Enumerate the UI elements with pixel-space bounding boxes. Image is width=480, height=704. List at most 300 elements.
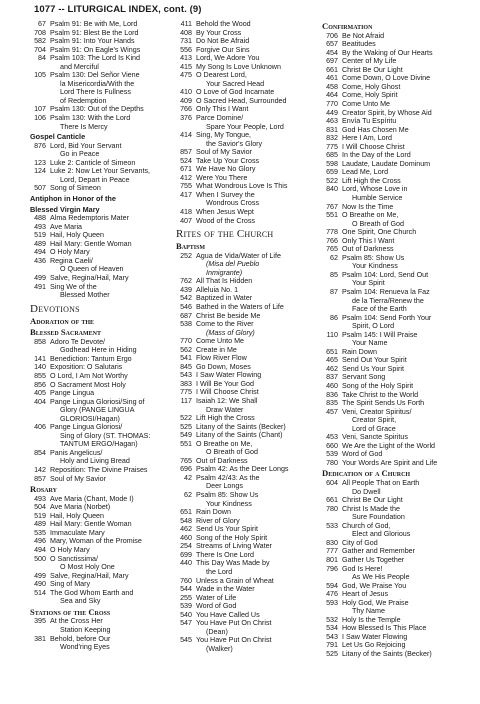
hymn-title: I Will Choose Christ xyxy=(342,142,405,151)
hymn-title: All That Is Hidden xyxy=(196,277,253,286)
hymn-number: 845 xyxy=(180,362,192,371)
index-entry xyxy=(30,555,168,572)
hymn-number: 524 xyxy=(180,156,192,165)
hymn-number: 775 xyxy=(326,142,338,151)
hymn-title-continued: There Is Mercy xyxy=(60,122,108,131)
index-column-2 xyxy=(176,20,314,653)
hymn-title: Take Up Your Cross xyxy=(196,156,260,165)
hymn-title: Send Out Your Spirit xyxy=(342,356,407,365)
hymn-number: 533 xyxy=(326,521,338,530)
index-entry xyxy=(322,650,460,659)
index-entry xyxy=(30,167,168,184)
hymn-title: Soul of My Savior xyxy=(196,148,252,157)
index-entry xyxy=(176,71,314,88)
hymn-title: Be Not Afraid xyxy=(342,31,385,40)
hymn-title-continued: the Lord xyxy=(206,567,233,576)
hymn-number: 499 xyxy=(34,571,46,580)
hymn-number: 406 xyxy=(34,423,46,432)
index-entry xyxy=(30,546,168,555)
index-entry xyxy=(30,20,168,29)
subsection-heading: Adoration of the xyxy=(30,315,95,326)
hymn-title: Psalm 42/43: As the xyxy=(196,473,260,482)
hymn-title: Let Us Go Rejoicing xyxy=(342,641,406,650)
index-entry xyxy=(30,537,168,546)
index-entry xyxy=(176,114,314,131)
hymn-number: 84 xyxy=(38,54,46,63)
hymn-number: 777 xyxy=(326,547,338,556)
hymn-title: O Dearest Lord, xyxy=(196,71,247,80)
hymn-number: 840 xyxy=(326,185,338,194)
hymn-title: Holy God, We Praise xyxy=(342,598,409,607)
hymn-number: 651 xyxy=(180,508,192,517)
index-entry xyxy=(176,423,314,432)
index-entry xyxy=(30,105,168,114)
hymn-number: 496 xyxy=(34,537,46,546)
hymn-title-continued: O Breath of God xyxy=(352,219,404,228)
hymn-title: Pange Lingua Gloriosi/Sing of xyxy=(50,397,145,406)
hymn-number: 858 xyxy=(34,337,46,346)
hymn-title: Gather and Remember xyxy=(342,547,416,556)
index-entry xyxy=(30,274,168,283)
index-entry xyxy=(322,245,460,254)
index-entry xyxy=(322,624,460,633)
index-entry xyxy=(322,459,460,468)
index-entry xyxy=(176,619,314,636)
hymn-number: 549 xyxy=(180,431,192,440)
index-entry xyxy=(322,237,460,246)
index-entry xyxy=(176,636,314,653)
hymn-title: Lord, Bid Your Servant xyxy=(50,141,122,150)
hymn-title: Christ Be Our Light xyxy=(342,496,403,505)
index-entry xyxy=(322,83,460,92)
hymn-number: 507 xyxy=(34,184,46,193)
hymn-title: You Have Called Us xyxy=(196,610,260,619)
index-entry xyxy=(30,503,168,512)
index-entry xyxy=(176,559,314,576)
hymn-title: Church of God, xyxy=(342,521,391,530)
index-entry xyxy=(322,160,460,169)
index-entry xyxy=(176,252,314,278)
index-entry xyxy=(176,525,314,534)
hymn-title: O Holy Mary xyxy=(50,546,90,554)
hymn-title: Baptized in Water xyxy=(196,294,253,303)
hymn-number: 660 xyxy=(326,441,338,450)
hymn-number: 778 xyxy=(326,228,338,237)
hymn-number: 548 xyxy=(180,516,192,525)
hymn-number: 519 xyxy=(34,511,46,520)
hymn-title-continued: (Dean) xyxy=(206,627,228,636)
index-entry xyxy=(322,32,460,41)
hymn-title: This Day Was Made by xyxy=(196,559,270,568)
hymn-number: 410 xyxy=(180,88,192,97)
hymn-title: Water of Life xyxy=(196,593,237,602)
index-entry xyxy=(322,616,460,625)
hymn-title: Christ Be beside Me xyxy=(196,311,261,320)
index-entry xyxy=(176,97,314,106)
hymn-title: Come Unto Me xyxy=(342,99,391,108)
hymn-title: Only This I Want xyxy=(342,236,395,245)
subsection-heading: Baptism xyxy=(176,241,206,252)
hymn-title: Parce Domine/ xyxy=(196,114,244,123)
hymn-title: Christ Is Made the xyxy=(342,504,400,513)
index-entry xyxy=(30,398,168,424)
index-entry xyxy=(176,148,314,157)
index-entry xyxy=(322,254,460,271)
index-entry xyxy=(322,450,460,459)
hymn-title: Out of Darkness xyxy=(342,245,394,254)
hymn-number: 489 xyxy=(34,239,46,248)
hymn-number: 556 xyxy=(180,45,192,54)
hymn-number: 376 xyxy=(180,114,192,123)
hymn-number: 439 xyxy=(180,285,192,294)
index-entry xyxy=(176,320,314,337)
hymn-title: Psalm 42: As the Deer Longs xyxy=(196,465,289,474)
hymn-number: 755 xyxy=(180,182,192,191)
hymn-title: Litany of the Saints (Becker) xyxy=(196,422,286,431)
hymn-title: One Spirit, One Church xyxy=(342,228,417,237)
hymn-number: 532 xyxy=(326,615,338,624)
hymn-title: You Have Put On Christ xyxy=(196,636,272,645)
hymn-title-continued: O Breath of God xyxy=(206,448,258,457)
index-entry xyxy=(322,91,460,100)
hymn-number: 489 xyxy=(34,520,46,529)
index-entry xyxy=(176,363,314,372)
hymn-number: 540 xyxy=(180,610,192,619)
hymn-number: 835 xyxy=(326,399,338,408)
hymn-title-continued: Your Spirit xyxy=(352,279,385,288)
hymn-title: Center of My Life xyxy=(342,57,397,66)
hymn-title: River of Glory xyxy=(196,516,240,525)
hymn-title: O Lord, I Am Not Worthy xyxy=(50,372,128,381)
hymn-title: Psalm 145: I Will Praise xyxy=(342,330,418,339)
index-entry xyxy=(322,356,460,365)
hymn-title-continued: TANTUM ERGO/Hagan) xyxy=(60,440,138,449)
hymn-number: 412 xyxy=(180,173,192,182)
subsection-heading: Dedication of a Church xyxy=(322,468,411,479)
index-entry xyxy=(322,496,460,505)
index-entry xyxy=(30,589,168,606)
index-entry xyxy=(176,105,314,114)
hymn-title-continued: Face of the Earth xyxy=(352,305,407,314)
index-entry xyxy=(322,49,460,58)
index-entry xyxy=(176,131,314,148)
hymn-title: O Breathe on Me, xyxy=(196,439,253,448)
hymn-number: 593 xyxy=(326,598,338,607)
hymn-title: By the Waking of Our Hearts xyxy=(342,48,433,57)
index-entry xyxy=(30,475,168,484)
index-entry xyxy=(322,117,460,126)
hymn-title: Christ Be Our Light xyxy=(342,65,403,74)
hymn-title: Song of Simeon xyxy=(50,184,101,193)
hymn-number: 706 xyxy=(326,31,338,40)
index-entry xyxy=(30,363,168,372)
index-entry xyxy=(176,303,314,312)
hymn-title-continued: de la Tierra/Renew the xyxy=(352,296,424,305)
index-entry xyxy=(30,449,168,466)
hymn-title-continued: Wond'ring Eyes xyxy=(60,643,110,652)
hymn-title: Alma Redemptoris Mater xyxy=(50,214,129,223)
hymn-number: 539 xyxy=(326,450,338,459)
hymn-title: Sing, My Tongue, xyxy=(196,131,252,140)
index-entry xyxy=(176,294,314,303)
hymn-title: Wade in the Water xyxy=(196,585,255,594)
hymn-title-continued: Thy Name xyxy=(352,607,385,616)
hymn-number: 582 xyxy=(34,37,46,46)
hymn-number: 141 xyxy=(34,354,46,363)
hymn-title: Send Us Your Spirit xyxy=(342,364,404,373)
hymn-title: Behold the Wood xyxy=(196,20,251,28)
hymn-title: Lord, Whose Love in xyxy=(342,185,408,194)
index-entry xyxy=(176,182,314,191)
hymn-number: 671 xyxy=(180,165,192,174)
hymn-number: 539 xyxy=(180,602,192,611)
hymn-title: Heart of Jesus xyxy=(342,590,389,599)
index-entry xyxy=(176,312,314,321)
hymn-title: Here I Am, Lord xyxy=(342,134,393,143)
hymn-number: 499 xyxy=(34,274,46,282)
hymn-title: Exposition: O Salutaris xyxy=(50,363,123,372)
hymn-title: Send Us Your Spirit xyxy=(196,525,258,534)
hymn-title: Psalm 130: Del Señor Viene xyxy=(50,71,140,80)
hymn-number: 780 xyxy=(326,504,338,513)
hymn-title: Regina Caeli/ xyxy=(50,256,93,265)
hymn-title: God Has Chosen Me xyxy=(342,125,409,134)
hymn-number: 791 xyxy=(326,641,338,650)
hymn-title: Behold, before Our xyxy=(50,634,111,643)
hymn-number: 105 xyxy=(34,71,46,80)
hymn-title: Reposition: The Divine Praises xyxy=(50,466,148,475)
hymn-title: Salve, Regina/Hail, Mary xyxy=(50,274,129,282)
hymn-number: 685 xyxy=(326,151,338,160)
hymn-title: There Is One Lord xyxy=(196,550,254,559)
hymn-number: 383 xyxy=(180,379,192,388)
hymn-title: Agua de Vida/Water of Life xyxy=(196,251,281,260)
hymn-title: Sing We of the xyxy=(50,282,97,291)
index-entry xyxy=(176,611,314,620)
hymn-title-continued: Go in Peace xyxy=(60,150,100,159)
hymn-title-continued: Holy and Living Bread xyxy=(60,457,130,466)
hymn-title: Hail, Holy Queen xyxy=(50,511,104,520)
hymn-number: 551 xyxy=(326,211,338,220)
hymn-number: 544 xyxy=(180,585,192,594)
hymn-number: 67 xyxy=(38,20,46,28)
hymn-number: 535 xyxy=(34,528,46,537)
index-entry xyxy=(322,74,460,83)
hymn-number: 494 xyxy=(34,546,46,554)
index-entry xyxy=(322,151,460,160)
hymn-number: 831 xyxy=(326,125,338,134)
index-entry xyxy=(322,408,460,434)
hymn-title: All People That on Earth xyxy=(342,479,420,488)
hymn-title: O Breathe on Me, xyxy=(342,211,399,220)
hymn-number: 604 xyxy=(326,479,338,488)
hymn-number: 856 xyxy=(34,380,46,389)
index-entry xyxy=(322,556,460,565)
hymn-number: 476 xyxy=(326,590,338,599)
hymn-title-continued: Draw Water xyxy=(206,405,244,414)
index-entry xyxy=(322,100,460,109)
hymn-number: 106 xyxy=(34,114,46,123)
index-entry xyxy=(322,365,460,374)
hymn-title-continued: Glory (PANGE LINGUA xyxy=(60,406,135,415)
hymn-number: 504 xyxy=(34,503,46,512)
hymn-title: Lift High the Cross xyxy=(196,414,255,423)
hymn-title: Beatitudes xyxy=(342,40,376,49)
index-entry xyxy=(176,165,314,174)
hymn-number: 801 xyxy=(326,556,338,564)
index-entry xyxy=(322,479,460,496)
hymn-title: At the Cross Her xyxy=(50,617,103,626)
hymn-title: Lord, We Adore You xyxy=(196,54,260,63)
hymn-number: 464 xyxy=(326,91,338,100)
hymn-title: Hail, Holy Queen xyxy=(50,231,104,240)
subsection-heading: Stations of the Cross xyxy=(30,606,111,617)
hymn-number: 87 xyxy=(330,288,338,296)
hymn-number: 461 xyxy=(326,74,338,83)
hymn-number: 854 xyxy=(34,448,46,457)
hymn-title: Now Is the Time xyxy=(342,202,394,211)
index-entry xyxy=(322,565,460,582)
index-entry xyxy=(176,46,314,55)
hymn-source-note: Inmigrante) xyxy=(206,268,243,277)
hymn-title-continued: Creator Spirit, xyxy=(352,416,397,425)
hymn-title: O Sacred Head, Surrounded xyxy=(196,96,287,105)
hymn-number: 780 xyxy=(326,458,338,467)
index-entry xyxy=(176,551,314,560)
index-entry xyxy=(322,442,460,451)
index-entry xyxy=(322,126,460,135)
hymn-title: Psalm 91: Be with Me, Lord xyxy=(50,20,138,28)
hymn-title: In the Day of the Lord xyxy=(342,151,411,160)
index-entry xyxy=(176,491,314,508)
hymn-title: Litany of the Saints (Becker) xyxy=(342,650,432,659)
index-entry xyxy=(30,257,168,274)
hymn-title: Veni, Sancte Spiritus xyxy=(342,433,408,442)
hymn-number: 770 xyxy=(326,99,338,108)
index-entry xyxy=(176,542,314,551)
hymn-title: Lift High the Cross xyxy=(342,176,401,185)
index-entry xyxy=(176,585,314,594)
index-entry xyxy=(30,617,168,634)
index-entry xyxy=(322,66,460,75)
index-entry xyxy=(176,88,314,97)
hymn-source-note: (Misa del Pueblo xyxy=(206,260,260,269)
index-entry xyxy=(30,635,168,652)
index-column-1 xyxy=(30,20,168,652)
hymn-title: O Sacrament Most Holy xyxy=(50,380,126,389)
index-entry xyxy=(322,522,460,539)
hymn-number: 704 xyxy=(34,45,46,54)
index-entry xyxy=(176,217,314,226)
hymn-title: Holy Is the Temple xyxy=(342,615,401,624)
index-entry xyxy=(176,191,314,208)
index-entry xyxy=(322,109,460,118)
hymn-number: 475 xyxy=(180,71,192,80)
hymn-title: Litany of the Saints (Chant) xyxy=(196,431,283,440)
index-entry xyxy=(322,57,460,66)
hymn-number: 519 xyxy=(34,231,46,240)
hymn-number: 414 xyxy=(180,131,192,140)
hymn-source-note: (Mass of Glory) xyxy=(206,328,255,337)
hymn-title: I Will Be Your God xyxy=(196,379,254,388)
index-entry xyxy=(322,590,460,599)
hymn-title: Wood of the Cross xyxy=(196,216,256,225)
index-entry xyxy=(30,223,168,232)
hymn-number: 86 xyxy=(330,313,338,322)
hymn-number: 117 xyxy=(180,397,192,406)
index-entry xyxy=(322,382,460,391)
group-heading: Blessed Virgin Mary xyxy=(30,204,100,214)
hymn-number: 255 xyxy=(180,593,192,602)
index-entry xyxy=(176,465,314,474)
hymn-title-continued: O Queen of Heaven xyxy=(60,265,124,274)
hymn-number: 409 xyxy=(180,96,192,105)
hymn-number: 453 xyxy=(326,433,338,442)
hymn-title-continued: Your Name xyxy=(352,339,388,348)
hymn-title: O Sanctissima/ xyxy=(50,554,99,563)
hymn-number: 699 xyxy=(180,550,192,559)
hymn-title-continued: Blessed Mother xyxy=(60,291,110,300)
hymn-number: 123 xyxy=(34,158,46,167)
index-entry xyxy=(30,184,168,193)
index-entry xyxy=(322,331,460,348)
hymn-title: Panis Angelicus/ xyxy=(50,448,103,457)
hymn-title: Go Down, Moses xyxy=(196,362,251,371)
index-entry xyxy=(176,157,314,166)
hymn-number: 766 xyxy=(180,105,192,114)
hymn-title-continued: Sure Foundation xyxy=(352,513,405,522)
hymn-title: Soul of My Savior xyxy=(50,474,106,483)
index-entry xyxy=(176,431,314,440)
hymn-title: Psalm 104: Renueva la Faz xyxy=(342,288,430,296)
hymn-title: Pange Lingua xyxy=(50,389,95,398)
index-entry xyxy=(30,423,168,449)
index-entry xyxy=(176,508,314,517)
hymn-number: 765 xyxy=(326,245,338,254)
index-entry xyxy=(322,203,460,212)
hymn-title: Rain Down xyxy=(196,508,231,517)
hymn-title: Come to the River xyxy=(196,320,254,329)
hymn-number: 463 xyxy=(326,117,338,126)
hymn-number: 460 xyxy=(180,533,192,542)
hymn-title-continued: Lord of Grace xyxy=(352,424,396,433)
hymn-number: 538 xyxy=(180,320,192,329)
hymn-number: 42 xyxy=(184,473,192,482)
index-entry xyxy=(322,641,460,650)
hymn-number: 661 xyxy=(326,496,338,505)
hymn-number: 765 xyxy=(180,456,192,465)
hymn-number: 770 xyxy=(180,337,192,346)
hymn-number: 440 xyxy=(180,559,192,568)
hymn-number: 408 xyxy=(180,28,192,37)
hymn-title: I Saw Water Flowing xyxy=(342,632,408,641)
index-entry xyxy=(176,577,314,586)
hymn-title: Psalm 104: Send Forth Your xyxy=(342,313,432,322)
hymn-title-continued: O Most Holy One xyxy=(60,563,115,572)
hymn-number: 395 xyxy=(34,617,46,626)
index-entry xyxy=(176,174,314,183)
index-column-3 xyxy=(322,20,460,659)
hymn-number: 415 xyxy=(180,62,192,71)
index-entry xyxy=(322,211,460,228)
index-entry xyxy=(30,381,168,390)
hymn-number: 85 xyxy=(330,270,338,279)
hymn-number: 458 xyxy=(326,82,338,91)
hymn-number: 493 xyxy=(34,222,46,231)
index-entry xyxy=(30,142,168,159)
hymn-number: 460 xyxy=(326,382,338,391)
hymn-title: God Is Here! xyxy=(342,564,383,573)
